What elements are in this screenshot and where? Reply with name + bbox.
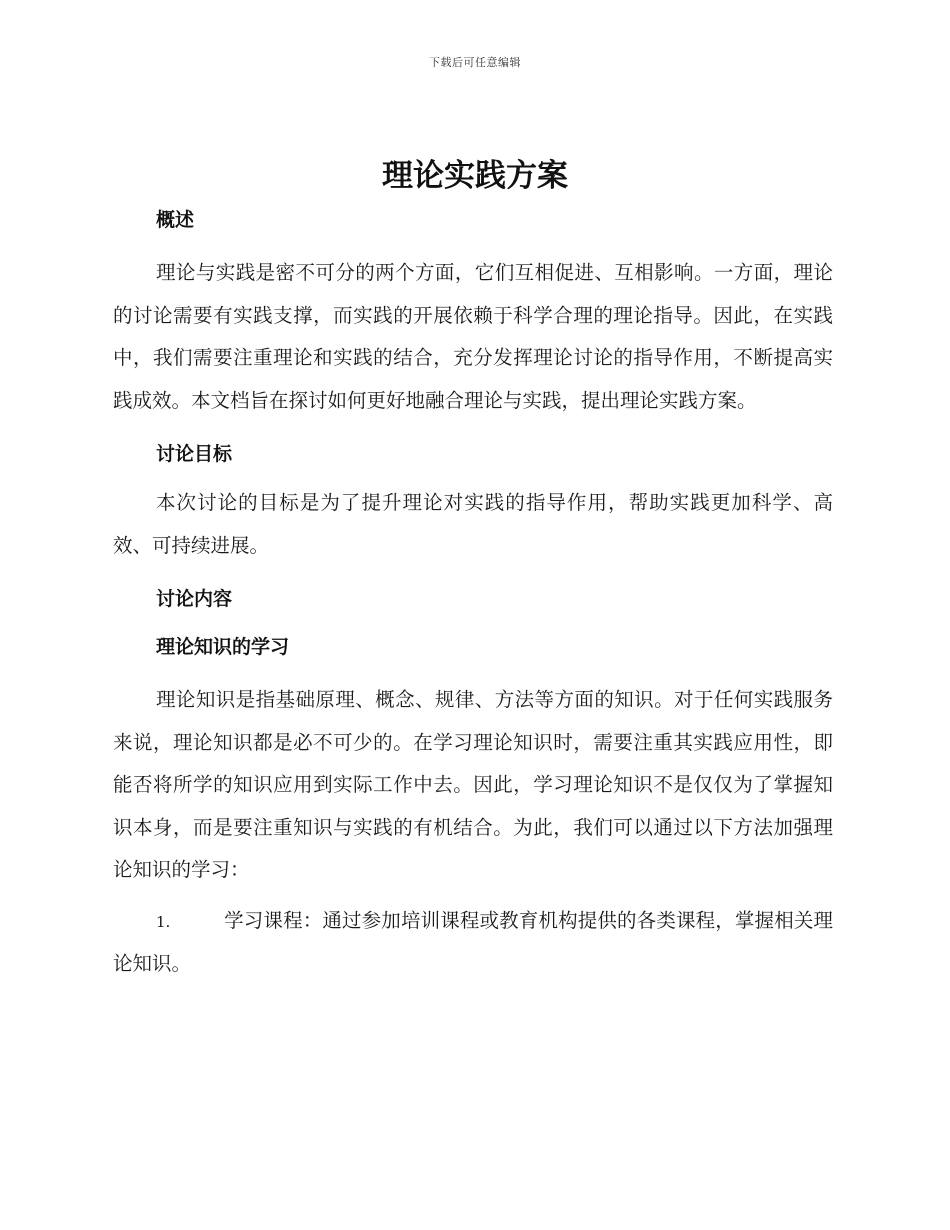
- subsection-heading-theory-learning: 理论知识的学习: [156, 636, 290, 658]
- document-title: 理论实践方案: [382, 158, 568, 194]
- list-item-number: 1.: [156, 912, 171, 931]
- header-note: 下载后可任意编辑: [429, 56, 521, 69]
- section-heading-goal: 讨论目标: [156, 443, 233, 465]
- section-heading-content: 讨论内容: [156, 588, 233, 610]
- section-heading-overview: 概述: [156, 209, 195, 231]
- paragraph-goal: 本次讨论的目标是为了提升理论对实践的指导作用，帮助实践更加科学、高效、可持续进展。: [113, 491, 833, 557]
- document-body: [113, 200, 833, 986]
- list-item: [113, 900, 833, 986]
- paragraph-theory-learning: 理论知识是指基础原理、概念、规律、方法等方面的知识。对于任何实践服务来说，理论知识都是必不可少的。在学习理论知识时，需要注重其实践应用性，即能否将所学的知识应用到实际工作中去。因此，学习理论知识不是仅仅为了掌握知识本身，而是要注重知识与实践的有机结合。为此，我们可以通过以下方法加强理论知识的学习：: [113, 688, 833, 881]
- list-item-text: 学习课程：通过参加培训课程或教育机构提供的各类课程，掌握相关理论知识。: [113, 908, 833, 975]
- paragraph-overview: 理论与实践是密不可分的两个方面，它们互相促进、互相影响。一方面，理论的讨论需要有实践支撑，而实践的开展依赖于科学合理的理论指导。因此，在实践中，我们需要注重理论和实践的结合，充分发挥理论讨论的指导作用，不断提高实践成效。本文档旨在探讨如何更好地融合理论与实践，提出理论实践方案。: [113, 261, 833, 412]
